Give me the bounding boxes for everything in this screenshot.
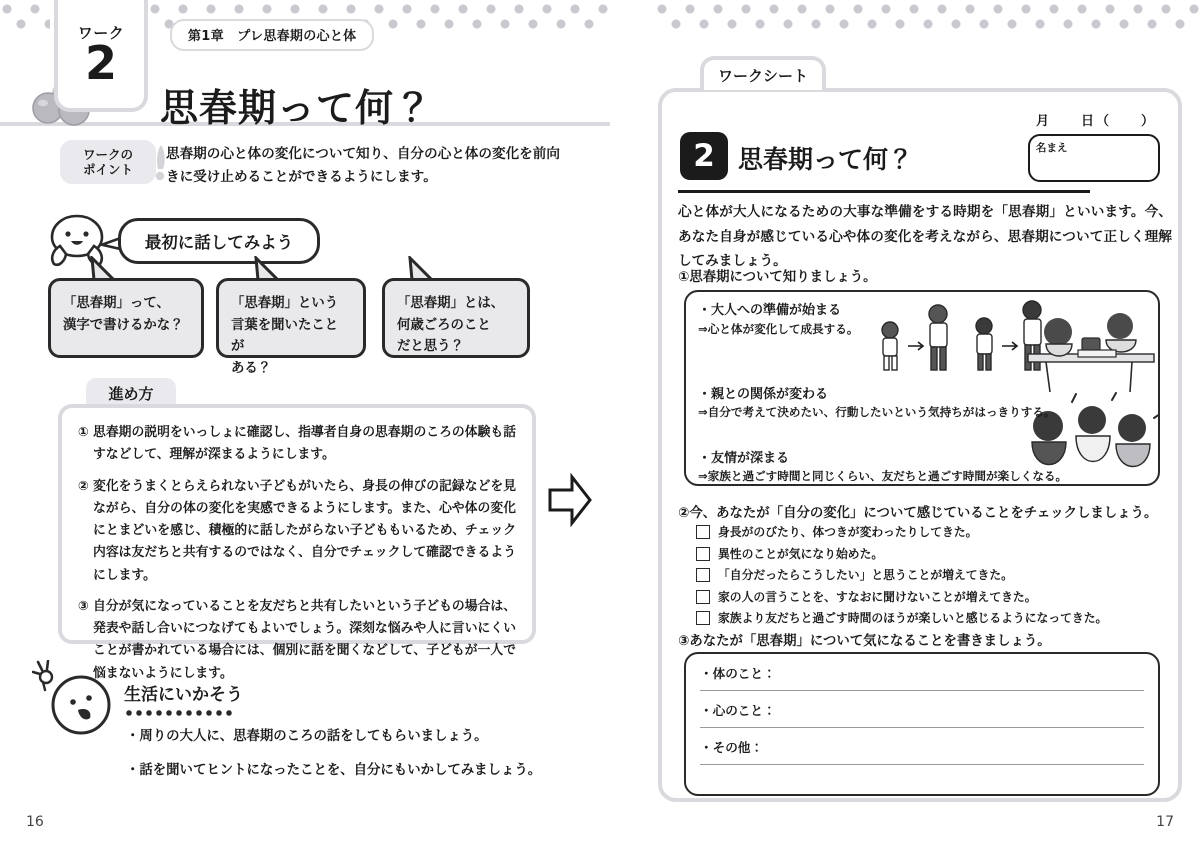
checkbox-row[interactable] [696,610,1166,627]
procedure-item [78,596,516,685]
work-number-tab [54,0,148,112]
procedure-tab: 進め方 [86,378,176,408]
question2-checklist [696,524,1166,632]
chapter-chip: 第1章 プレ思春期の心と体 [170,19,374,51]
info-item-sub: ⇒家族と過ごす時間と同じくらい、友だちと過ごす時間が楽しくなる。 [698,469,1068,484]
checkbox[interactable] [696,590,710,604]
dot-pattern-band-right [655,0,1200,34]
info-item-head: ・友情が深まる [698,450,790,466]
info-item [698,302,1146,337]
talk-bubble: 「思春期」って、 漢字で書けるかな？ [48,278,204,358]
info-item [698,386,1146,421]
name-field[interactable] [1028,134,1160,182]
procedure-item [78,422,516,467]
info-item-sub: ⇒自分で考えて決めたい、行動したいという気持ちがはっきりする。 [698,405,1056,420]
checkbox-row[interactable] [696,589,1166,606]
work-tab-label: ワーク [77,24,125,43]
worksheet-title-underline [678,190,1090,193]
talk-bubble: 「思春期」という 言葉を聞いたことが ある？ [216,278,366,358]
life-list-item: ・周りの大人に、思春期のころの話をしてもらいましょう。 [126,729,488,744]
question3-answer-box[interactable] [684,652,1160,796]
procedure-item-number: ① [78,425,89,440]
life-list-item: ・話を聞いてヒントになったことを、自分にもいかしてみましょう。 [126,763,542,779]
checkbox[interactable] [696,525,710,539]
work-point-tab [60,140,156,184]
talk-bubble: 「思春期」とは、 何歳ごろのこと だと思う？ [382,278,530,358]
worksheet-lead-text: 心と体が大人になるための大事な準備をする時期を「思春期」といいます。今、あなた自身が感じている心や体の変化を考えながら、思春期について正しく理解してみましょう。 [678,204,1172,270]
answer-row[interactable]: ・心のこと： [700,691,1144,728]
info-item-sub: ⇒心と体が変化して成長する。 [698,321,859,336]
life-section-title: 生活にいかそう [124,685,243,705]
worksheet-title: 思春期って何？ [738,145,914,174]
worksheet-number-badge: 2 [680,132,728,180]
checkbox-row[interactable] [696,524,1166,541]
procedure-item [78,476,516,587]
name-field-label: 名まえ [1036,142,1068,154]
question1-label: ①思春期について知りましょう。 [678,270,877,285]
checkbox[interactable] [696,611,710,625]
info-item [698,450,1146,485]
checkbox-row[interactable] [696,546,1166,563]
worksheet-panel [658,88,1182,802]
page-number-right: 17 [1156,814,1174,830]
work-tab-number: 2 [84,36,117,91]
checkbox-label: 身長がのびたり、体つきが変わったりしてきた。 [718,525,978,539]
procedure-item-text: 自分が気になっていることを友だちと共有したいという子どもの場合は、発表や話し合いにつなげてもよいでしょう。深刻な悩みや人に言いにくいことが書かれている場合には、個別に話を聞くなどして、子どもが一人で悩まないようにします。 [93,598,516,681]
dot-pattern-band-left [0,0,50,34]
procedure-box [58,404,536,681]
page-title: 思春期って何？ [160,86,434,131]
checkbox[interactable] [696,568,710,582]
talk-heading: 最初に話してみよう [118,218,320,264]
speech-tail-icon [88,256,118,280]
procedure-item-text: 変化をうまくとらえられない子どもがいたら、身長の伸びの記録などを見ながら、自分の体の変化を実感できるようにします。また、心や体の変化にとまどいを感じ、積極的に話したがらない子どももいるため、チェック内容は友だちと共有するのではなく、自分でチェックして確認できるようにします。 [93,478,516,583]
life-list [126,726,546,795]
arrow-right-icon [548,472,592,528]
question2-label: ②今、あなたが「自分の変化」について感じていることをチェックしましょう。 [678,506,1158,521]
checkbox-label: 「自分だったらこうしたい」と思うことが増えてきた。 [718,568,1013,583]
work-point-tab-line2: ポイント [82,162,133,177]
speech-tail-icon [406,256,436,280]
procedure-item-text: 思春期の説明をいっしょに確認し、指導者自身の思春期のころの体験も話すなどして、理解が深まるようにします。 [93,425,516,463]
answer-row[interactable]: ・体のこと： [700,654,1144,691]
life-dotted-underline [125,708,235,718]
checkbox-label: 家の人の言うことを、すなおに聞けないことが増えてきた。 [718,589,1037,604]
speech-tail-icon [252,256,282,280]
checkbox[interactable] [696,547,710,561]
checkbox-row[interactable] [696,567,1166,584]
work-point-tab-line1: ワークの [82,146,133,162]
info-item-head: ・大人への準備が始まる [698,303,842,318]
question3-label: ③あなたが「思春期」について気になることを書きましょう。 [678,634,1051,649]
smiling-face-icon [50,674,112,736]
work-point-text: 思春期の心と体の変化について知り、自分の心と体の変化を前向きに受け止めることができるようにします。 [166,146,560,186]
date-field[interactable]: 月 日（ ） [1035,114,1156,129]
question1-info-box [684,290,1160,486]
answer-row[interactable] [700,765,1144,801]
page-number-left: 16 [26,814,44,830]
procedure-item-number: ② [78,478,89,494]
procedure-item-number: ③ [78,598,89,614]
checkbox-label: 異性のことが気になり始めた。 [718,546,884,561]
checkbox-label: 家族より友だちと過ごす時間のほうが楽しいと感じるようになってきた。 [718,611,1108,626]
answer-row[interactable]: ・その他： [700,728,1144,765]
worksheet-tab: ワークシート [700,56,826,90]
info-item-head: ・親との関係が変わる [698,386,829,402]
